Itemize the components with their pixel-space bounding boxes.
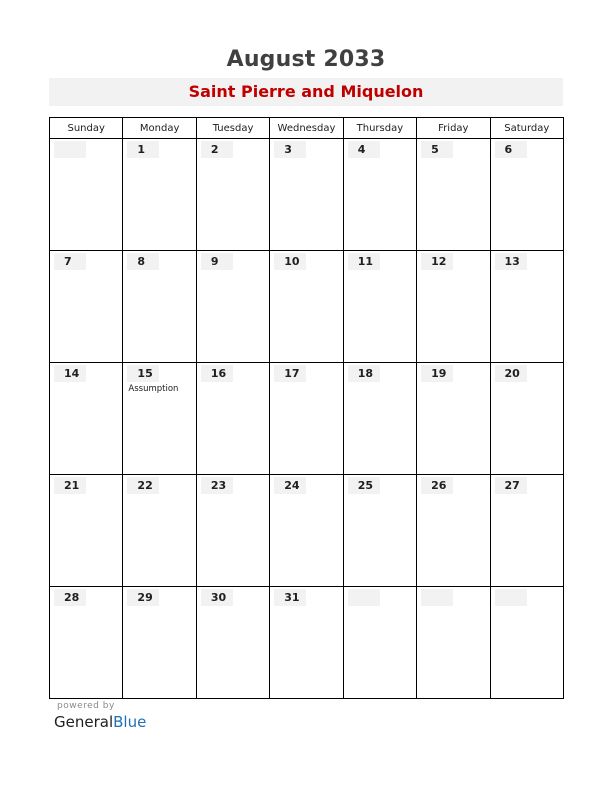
week-row [50,587,564,699]
day-number [495,589,527,606]
day-cell [123,139,196,251]
day-cell [270,475,343,587]
day-number: 31 [274,589,306,606]
holiday-label: Assumption [128,384,179,394]
day-cell [196,475,269,587]
day-number: 17 [274,365,306,382]
day-cell [490,587,563,699]
weekday-thursday: Thursday [343,118,416,139]
day-cell [270,363,343,475]
day-cell [50,251,123,363]
day-number: 27 [495,477,527,494]
calendar-title: August 2033 [226,47,386,72]
day-number: 26 [421,477,453,494]
week-row [50,251,564,363]
day-number: 9 [201,253,233,270]
day-number: 18 [348,365,380,382]
day-number: 3 [274,141,306,158]
day-cell [490,475,563,587]
day-number: 30 [201,589,233,606]
day-cell [490,363,563,475]
day-cell [270,587,343,699]
day-number: 7 [54,253,86,270]
day-number: 8 [127,253,159,270]
day-number [348,589,380,606]
day-cell [417,251,490,363]
day-cell [343,475,416,587]
day-number: 10 [274,253,306,270]
day-cell [270,251,343,363]
day-cell [50,475,123,587]
day-number: 5 [421,141,453,158]
day-number: 16 [201,365,233,382]
day-cell [123,363,196,475]
weekday-wednesday: Wednesday [270,118,343,139]
region-name: Saint Pierre and Miquelon [49,78,563,106]
day-number: 2 [201,141,233,158]
day-cell [123,251,196,363]
day-number: 4 [348,141,380,158]
weekday-tuesday: Tuesday [196,118,269,139]
day-number: 21 [54,477,86,494]
day-number: 13 [495,253,527,270]
day-cell [270,139,343,251]
day-number: 24 [274,477,306,494]
day-cell [196,251,269,363]
day-cell [123,587,196,699]
day-cell [343,251,416,363]
day-number: 12 [421,253,453,270]
day-number: 19 [421,365,453,382]
brand-blue: Blue [113,713,147,731]
weekday-monday: Monday [123,118,196,139]
day-cell [196,139,269,251]
day-number: 25 [348,477,380,494]
day-cell [490,139,563,251]
day-number: 23 [201,477,233,494]
day-cell [343,139,416,251]
day-cell [50,587,123,699]
generalblue-logo[interactable] [54,713,146,731]
weekday-saturday: Saturday [490,118,563,139]
day-number: 22 [127,477,159,494]
day-number [54,141,86,158]
weekday-sunday: Sunday [50,118,123,139]
day-cell [490,251,563,363]
day-number: 20 [495,365,527,382]
day-number: 29 [127,589,159,606]
week-row [50,139,564,251]
day-cell [343,587,416,699]
day-cell [50,363,123,475]
day-cell [343,363,416,475]
day-number [421,589,453,606]
day-cell [417,139,490,251]
day-number: 11 [348,253,380,270]
day-number: 14 [54,365,86,382]
day-cell [123,475,196,587]
day-number: 1 [127,141,159,158]
day-cell [417,475,490,587]
week-row [50,363,564,475]
day-number: 15 [127,365,159,382]
day-number: 28 [54,589,86,606]
day-cell [196,587,269,699]
day-cell [417,363,490,475]
day-cell [417,587,490,699]
day-cell [50,139,123,251]
day-cell [196,363,269,475]
weekday-header-row [50,118,564,139]
week-row [50,475,564,587]
calendar-grid [49,117,564,699]
brand-general: General [54,713,114,731]
weekday-friday: Friday [417,118,490,139]
powered-by-label: powered by [57,701,115,711]
day-number: 6 [495,141,527,158]
